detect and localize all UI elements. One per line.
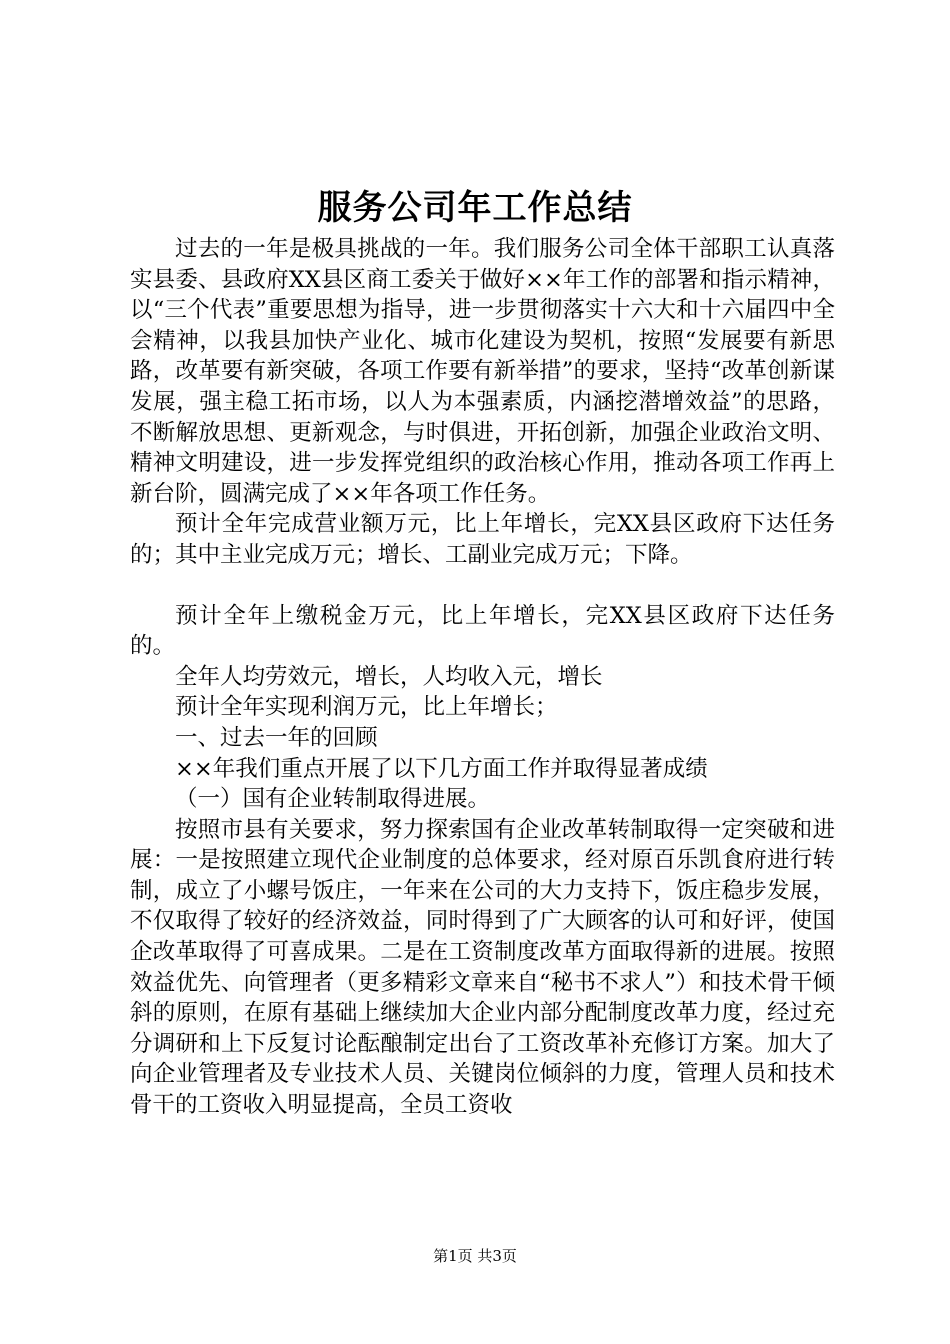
paragraph-profit: 预计全年实现利润万元，比上年增长； <box>175 694 558 721</box>
paragraph-revenue: 预计全年完成营业额万元，比上年增长，完XX县区政府下达任务的；其中主业完成万元；增长、工副业完成万元；下降。 <box>130 511 835 568</box>
document-body <box>130 234 835 1121</box>
paragraph-productivity: 全年人均劳效元，增长，人均收入元，增长 <box>175 663 603 690</box>
document-title: 服务公司年工作总结 <box>317 188 633 228</box>
paragraph-reform: 按照市县有关要求，努力探索国有企业改革转制取得一定突破和进展：一是按照建立现代企业制度的总体要求，经对原百乐凯食府进行转制，成立了小螺号饭庄，一年来在公司的大力支持下，饭庄稳步发展，不仅取得了较好的经济效益，同时得到了广大顾客的认可和好评，使国企改革取得了可喜成果。二是在工资制度改革方面取得新的进展。按照效益优先、向管理者（更多精彩文章来自“秘书不求人”）和技术骨干倾斜的原则，在原有基础上继续加大企业内部分配制度改革力度，经过充分调研和上下反复讨论酝酿制定出台了工资改革补充修订方案。加大了向企业管理者及专业技术人员、关键岗位倾斜的力度，管理人员和技术骨干的工资收入明显提高，全员工资收 <box>130 816 835 1119</box>
paragraph-intro: 过去的一年是极具挑战的一年。我们服务公司全体干部职工认真落实县委、县政府XX县区商工委关于做好××年工作的部署和指示精神，以“三个代表”重要思想为指导，进一步贯彻落实十六大和十六届四中全会精神，以我县加快产业化、城市化建设为契机，按照“发展要有新思路，改革要有新突破，各项工作要有新举措”的要求，坚持“改革创新谋发展，强主稳工拓市场，以人为本强素质，内涵挖潜增效益”的思路，不断解放思想、更新观念，与时俱进，开拓创新，加强企业政治文明、精神文明建设，进一步发挥党组织的政治核心作用，推动各项工作再上新台阶，圆满完成了××年各项工作任务。 <box>130 236 835 507</box>
section-heading-review: 一、过去一年的回顾 <box>175 724 378 751</box>
paragraph-gap <box>130 571 835 601</box>
paragraph-tax: 预计全年上缴税金万元，比上年增长，完XX县区政府下达任务的。 <box>130 602 835 660</box>
paragraph-review-intro: ××年我们重点开展了以下几方面工作并取得显著成绩 <box>175 755 708 782</box>
page-number-footer: 第1页 共3页 <box>433 1247 517 1265</box>
subsection-heading-reform: （一）国有企业转制取得进展。 <box>175 786 491 813</box>
